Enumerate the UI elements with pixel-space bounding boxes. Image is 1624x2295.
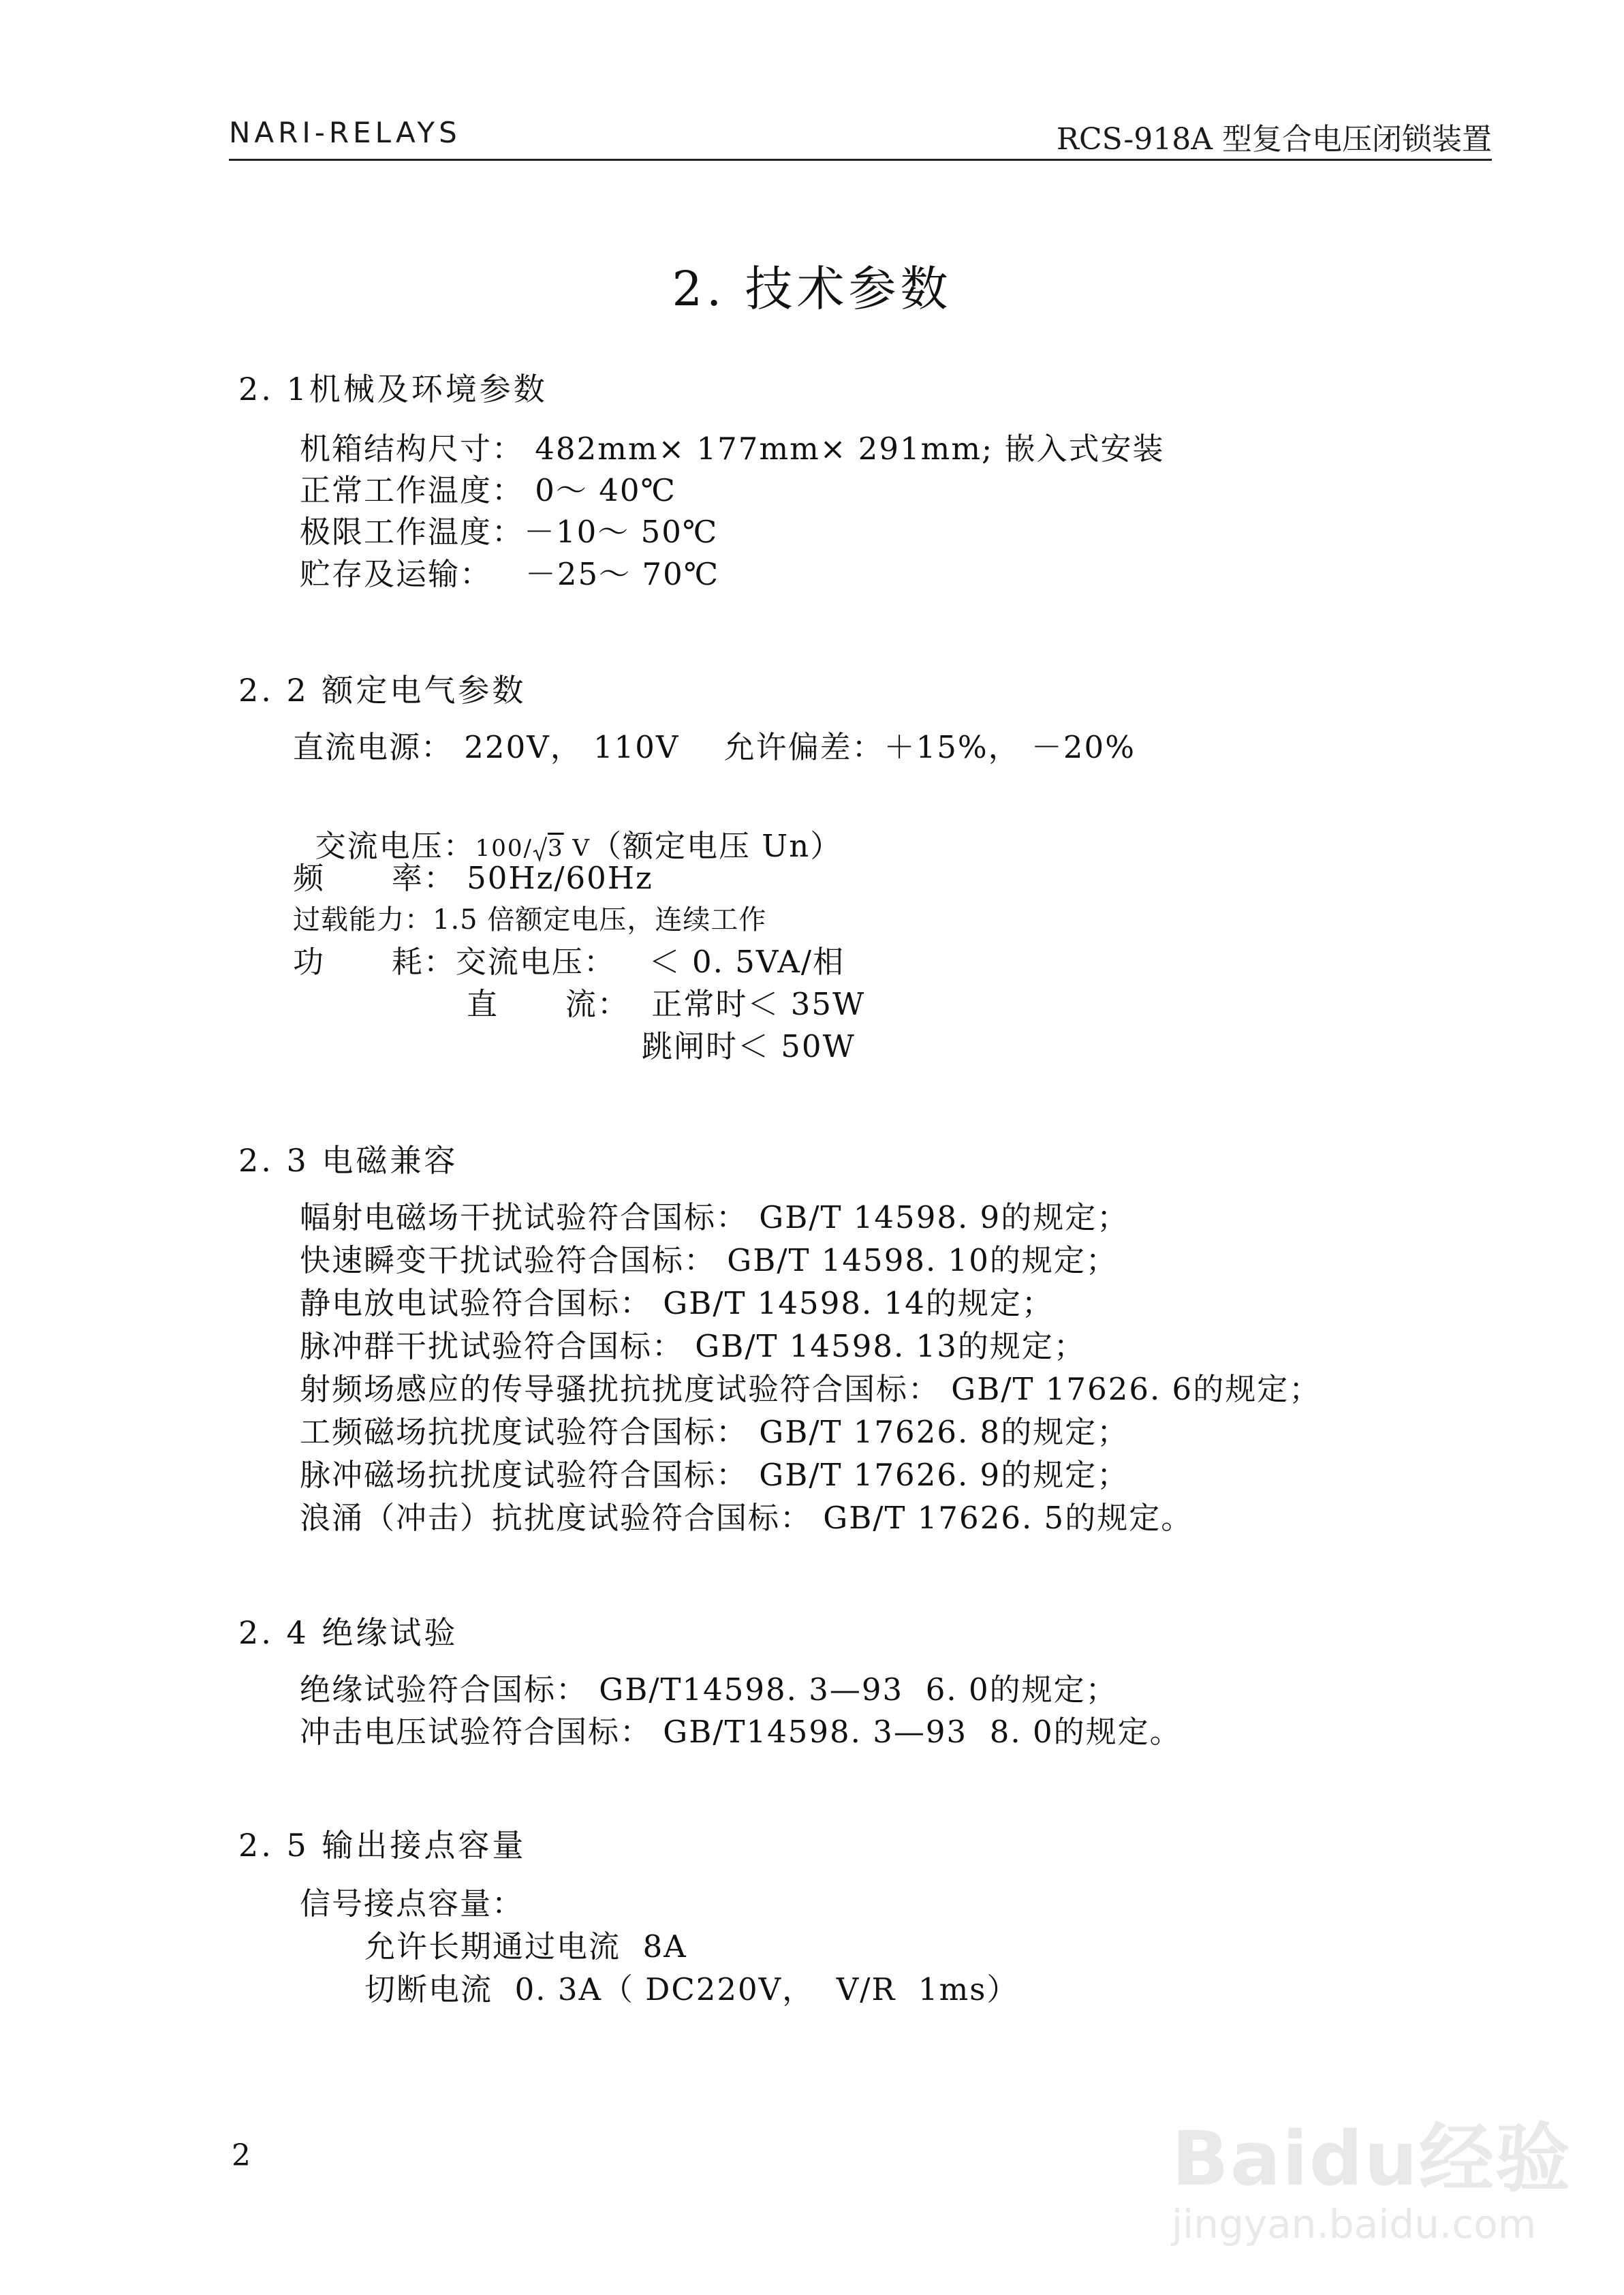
text-line: 工频磁场抗扰度试验符合国标： GB/T 17626. 8的规定；	[300, 1414, 1129, 1450]
section-heading-2-5: 2. 5 输出接点容量	[238, 1827, 527, 1864]
dc-trip-line: 跳闸时＜ 50W	[642, 1028, 856, 1064]
text-line: 信号接点容量：	[300, 1885, 525, 1922]
text-line: 允许长期通过电流 8A	[364, 1928, 687, 1965]
watermark-brand: Baidu经验	[1172, 2115, 1572, 2202]
section-heading-2-3: 2. 3 电磁兼容	[238, 1142, 458, 1179]
text-line: 贮存及运输： －25～ 70℃	[300, 556, 720, 592]
frequency-line: 频 率： 50Hz/60Hz	[293, 860, 653, 896]
power-line: 功 耗：交流电压： ＜ 0. 5VA/相	[293, 944, 845, 980]
section-heading-2-1: 2. 1机械及环境参数	[238, 371, 548, 407]
dc-supply-line: 直流电源： 220V， 110V 允许偏差：＋15%， －20%	[293, 729, 1136, 765]
text-line: 静电放电试验符合国标： GB/T 14598. 14的规定；	[300, 1285, 1054, 1321]
ac-voltage-label: 交流电压：	[315, 828, 475, 864]
page-number: 2	[232, 2138, 251, 2173]
text-line: 冲击电压试验符合国标： GB/T14598. 3—93 8. 0的规定。	[300, 1714, 1182, 1750]
watermark-logo	[1151, 2071, 1572, 2276]
text-line: 射频场感应的传导骚扰抗扰度试验符合国标： GB/T 17626. 6的规定；	[300, 1371, 1322, 1407]
text-line: 绝缘试验符合国标： GB/T14598. 3—93 6. 0的规定；	[300, 1672, 1118, 1708]
overload-line: 过载能力：1.5 倍额定电压，连续工作	[293, 904, 767, 936]
dc-normal-line: 直 流： 正常时＜ 35W	[467, 986, 866, 1022]
header-right-title: RCS-918A 型复合电压闭锁装置	[1056, 122, 1492, 157]
text-line: 幅射电磁场干扰试验符合国标： GB/T 14598. 9的规定；	[300, 1199, 1129, 1235]
section-heading-2-4: 2. 4 绝缘试验	[238, 1614, 458, 1651]
text-line: 快速瞬变干扰试验符合国标： GB/T 14598. 10的规定；	[300, 1242, 1118, 1278]
section-heading-2-2: 2. 2 额定电气参数	[238, 672, 527, 709]
text-line: 切断电流 0. 3A（ DC220V， V/R 1ms）	[364, 1971, 1019, 2007]
header-left-brand: NARI-RELAYS	[229, 116, 461, 149]
ac-voltage-formula: 100/ 3 V	[475, 835, 591, 862]
ac-voltage-note: （额定电压 Un）	[591, 828, 843, 864]
header-divider	[229, 159, 1492, 161]
text-line: 脉冲群干扰试验符合国标： GB/T 14598. 13的规定；	[300, 1328, 1086, 1364]
text-line: 浪涌（冲击）抗扰度试验符合国标： GB/T 17626. 5的规定。	[300, 1500, 1193, 1536]
text-line: 脉冲磁场抗扰度试验符合国标： GB/T 17626. 9的规定；	[300, 1457, 1129, 1493]
text-line: 机箱结构尺寸： 482mm× 177mm× 291mm; 嵌入式安装	[300, 431, 1165, 467]
page-title: 2. 技术参数	[672, 261, 952, 317]
watermark-url: jingyan.baidu.com	[1172, 2201, 1537, 2247]
text-line: 正常工作温度： 0～ 40℃	[300, 472, 676, 508]
text-line: 极限工作温度：－10～ 50℃	[300, 514, 719, 550]
